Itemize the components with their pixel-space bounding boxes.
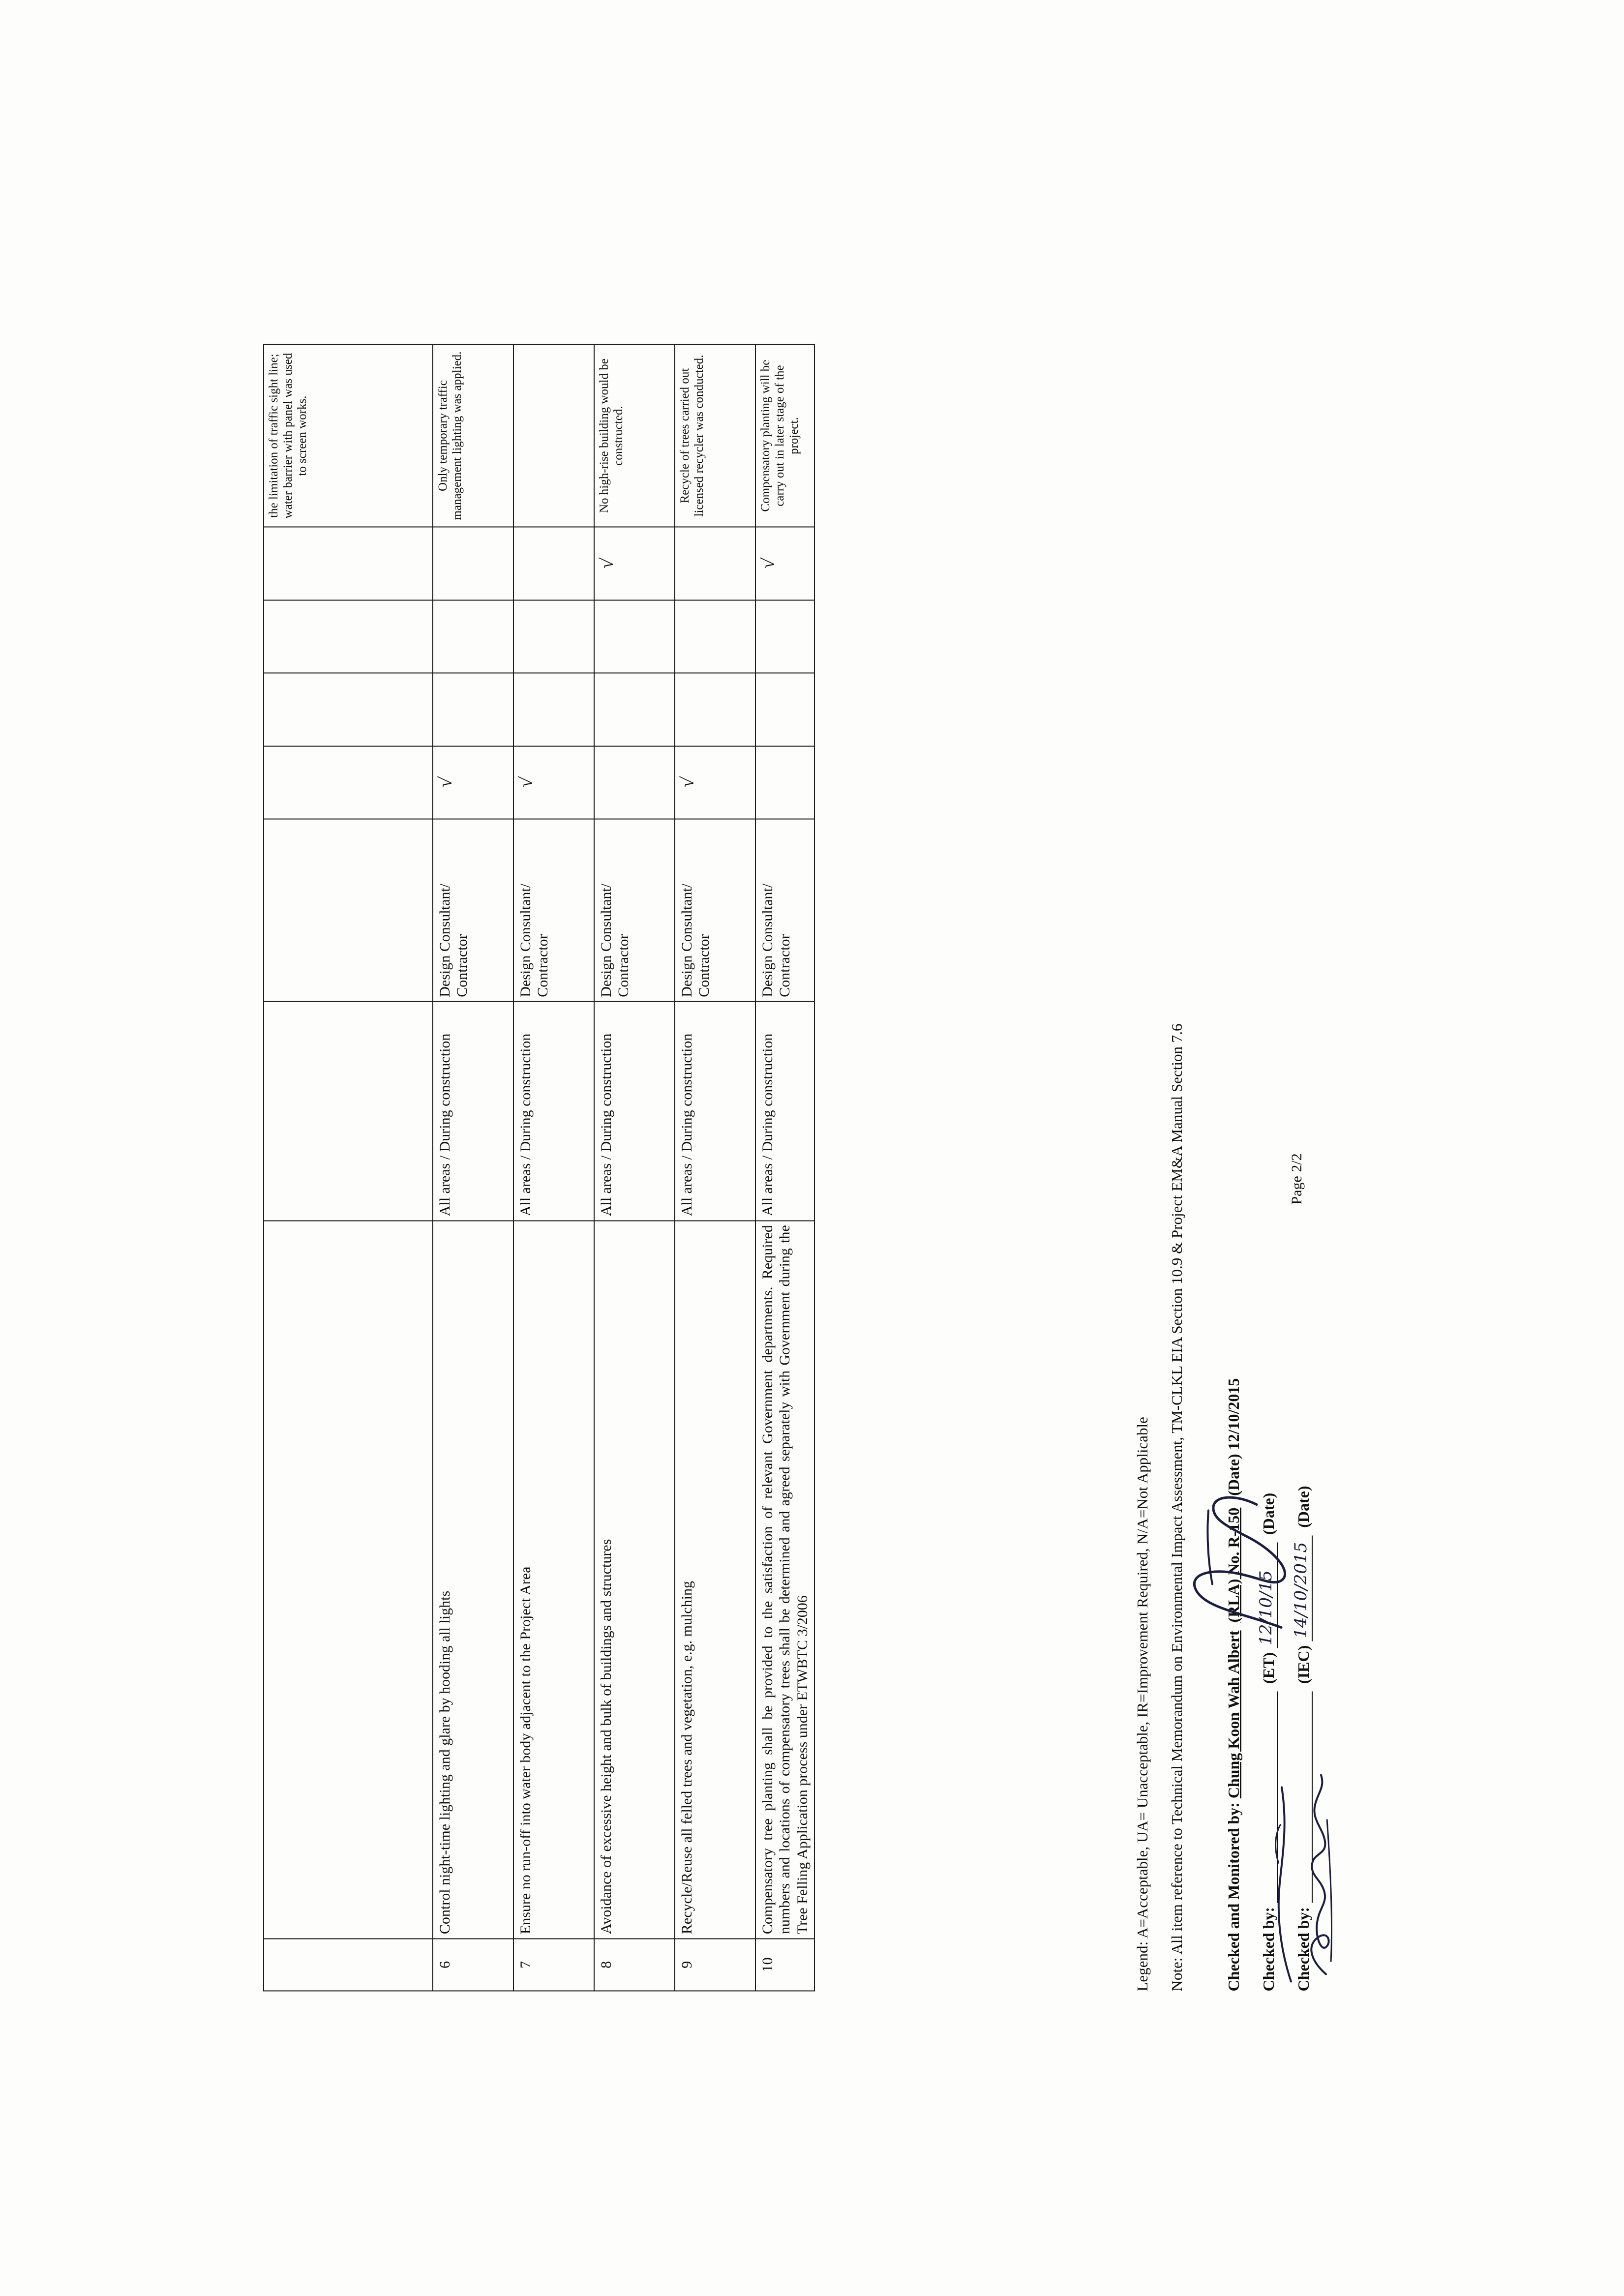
checked-monitored-name: Chung Koon Wah Albert bbox=[1225, 1630, 1242, 1798]
cell-na bbox=[513, 527, 594, 599]
cell-agent: Design Consultant/ Contractor bbox=[755, 819, 814, 1001]
cell-remarks: the limitation of traffic sight line; water barrier with panel was used to screen works. bbox=[264, 344, 433, 527]
cell-remarks: No high-rise building would be constructed. bbox=[594, 344, 675, 527]
cell-ua bbox=[755, 673, 814, 745]
cell-na bbox=[594, 527, 675, 599]
cell-location: All areas / During construction bbox=[433, 1001, 513, 1220]
cell-no: 7 bbox=[513, 1938, 594, 1991]
iec-date-handwritten: 14/10/2015 bbox=[1291, 1542, 1311, 1639]
cell-agent: Design Consultant/ Contractor bbox=[433, 819, 513, 1001]
table-row bbox=[675, 344, 755, 1991]
cell-remarks: Recycle of trees carried out licensed recycler was conducted. bbox=[675, 344, 755, 527]
checked-by-et-line bbox=[1256, 1378, 1278, 1991]
checked-by-label-1: Checked by: bbox=[1260, 1907, 1277, 1991]
cell-na bbox=[675, 527, 755, 599]
checked-monitored-label: Checked and Monitored by: bbox=[1225, 1802, 1242, 1991]
cell-measure: Ensure no run-off into water body adjacent to the Project Area bbox=[513, 1221, 594, 1938]
cell-ir bbox=[594, 600, 675, 673]
cell-ua bbox=[675, 673, 755, 745]
cell-measure: Control night-time lighting and glare by hooding all lights bbox=[433, 1221, 513, 1938]
cell-location bbox=[264, 1001, 433, 1220]
cell-agent bbox=[264, 819, 433, 1001]
cell-ua bbox=[513, 673, 594, 745]
cell-agent: Design Consultant/ Contractor bbox=[513, 819, 594, 1001]
cell-no: 8 bbox=[594, 1938, 675, 1991]
cell-remarks: Compensatory planting will be carry out in later stage of the project. bbox=[755, 344, 814, 527]
mitigation-measures-table bbox=[263, 344, 815, 1991]
cell-no: 6 bbox=[433, 1938, 513, 1991]
checked-by-iec-line bbox=[1291, 1378, 1313, 1991]
page-number: Page 2/2 bbox=[1289, 1153, 1305, 1204]
cell-remarks bbox=[513, 344, 594, 527]
cell-location: All areas / During construction bbox=[675, 1001, 755, 1220]
cell-no: 9 bbox=[675, 1938, 755, 1991]
cell-measure: Recycle/Reuse all felled trees and vegetation, e.g. mulching bbox=[675, 1221, 755, 1938]
cell-a bbox=[594, 746, 675, 819]
cell-ir bbox=[513, 600, 594, 673]
cell-remarks: Only temporary traffic management lighting was applied. bbox=[433, 344, 513, 527]
cell-agent: Design Consultant/ Contractor bbox=[675, 819, 755, 1001]
cell-ir bbox=[264, 600, 433, 673]
iec-date-field[interactable] bbox=[1291, 1535, 1313, 1641]
cell-a bbox=[433, 746, 513, 819]
cell-ir bbox=[755, 600, 814, 673]
iec-label: (IEC) bbox=[1294, 1645, 1312, 1684]
cell-na bbox=[433, 527, 513, 599]
check-mark: √ bbox=[434, 775, 457, 789]
cell-no: 10 bbox=[755, 1938, 814, 1991]
cell-a bbox=[513, 746, 594, 819]
check-mark: √ bbox=[676, 775, 699, 789]
note-text: Note: All item reference to Technical Memorandum on Environmental Impact Assessment, TM-CLKL EIA Section 10.9 & Project EM&A Manual Section 7.6 bbox=[1168, 1023, 1185, 1991]
date-monitored: (Date) 12/10/2015 bbox=[1225, 1378, 1242, 1496]
table-row bbox=[755, 344, 814, 1991]
cell-ua bbox=[433, 673, 513, 745]
checked-monitored-line bbox=[1225, 1378, 1243, 1991]
cell-location: All areas / During construction bbox=[594, 1001, 675, 1220]
table-row bbox=[513, 344, 594, 1991]
rla-number: (RLA) No. R-150 bbox=[1225, 1507, 1242, 1622]
check-mark: √ bbox=[757, 557, 780, 570]
cell-a bbox=[675, 746, 755, 819]
signature-block bbox=[1225, 1378, 1329, 1991]
cell-measure bbox=[264, 1221, 433, 1938]
date-label-3: (Date) bbox=[1294, 1485, 1312, 1528]
et-signature-field[interactable] bbox=[1260, 1691, 1278, 1903]
iec-signature-field[interactable] bbox=[1295, 1691, 1313, 1903]
legend-text: Legend: A=Acceptable, UA= Unacceptable, IR=Improvement Required, N/A=Not Applicable bbox=[1134, 1416, 1151, 1991]
cell-location: All areas / During construction bbox=[513, 1001, 594, 1220]
check-mark: √ bbox=[596, 557, 618, 570]
checked-by-label-2: Checked by: bbox=[1294, 1907, 1312, 1991]
cell-na bbox=[755, 527, 814, 599]
et-date-field[interactable] bbox=[1256, 1542, 1278, 1648]
table-row bbox=[264, 344, 433, 1991]
cell-agent: Design Consultant/ Contractor bbox=[594, 819, 675, 1001]
cell-no bbox=[264, 1938, 433, 1991]
cell-measure: Compensatory tree planting shall be provided to the satisfaction of relevant Government departments. Required numbers and locations of compensatory trees shall be determined and agreed separately with Government during the Tree Felling Application process under ETWBTC 3/2006 bbox=[755, 1221, 814, 1938]
et-date-handwritten: 12/10/15 bbox=[1256, 1570, 1276, 1645]
cell-a bbox=[755, 746, 814, 819]
cell-ir bbox=[675, 600, 755, 673]
cell-location: All areas / During construction bbox=[755, 1001, 814, 1220]
cell-ua bbox=[264, 673, 433, 745]
cell-ir bbox=[433, 600, 513, 673]
cell-a bbox=[264, 746, 433, 819]
table-row bbox=[433, 344, 513, 1991]
cell-na bbox=[264, 527, 433, 599]
cell-measure: Avoidance of excessive height and bulk of buildings and structures bbox=[594, 1221, 675, 1938]
cell-ua bbox=[594, 673, 675, 745]
et-label: (ET) bbox=[1260, 1652, 1277, 1684]
date-label-2: (Date) bbox=[1260, 1492, 1277, 1535]
table-row bbox=[594, 344, 675, 1991]
check-mark: √ bbox=[515, 775, 538, 789]
